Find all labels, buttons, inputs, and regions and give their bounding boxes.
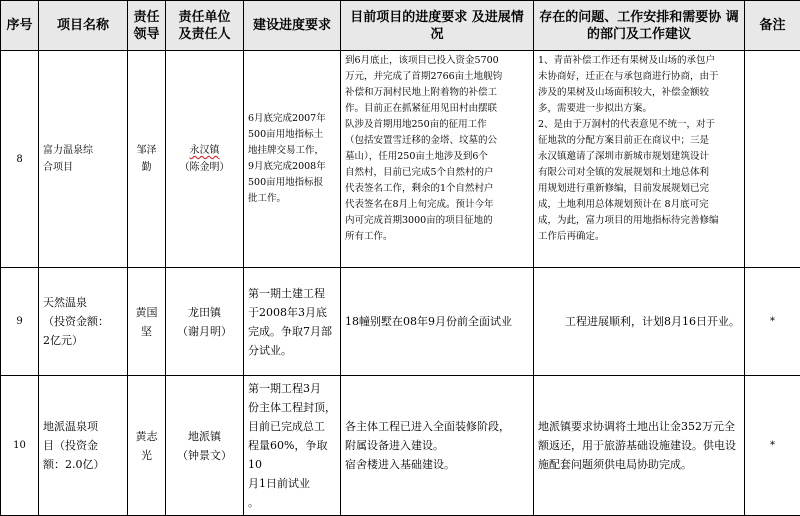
table-row: [1, 268, 800, 376]
header-remark: 备注: [745, 1, 800, 51]
row-remark: *: [745, 268, 800, 376]
row-issues: 工程进展顺利，计划8月16日开业。: [534, 268, 745, 376]
header-leader: 责任 领导: [128, 1, 166, 51]
row-unit: [166, 268, 244, 376]
row-requirement: 6月底完成2007年 500亩用地指标土 地挂牌交易工作， 9月底完成2008年 500亩用地指标报 批工作。: [244, 51, 341, 268]
row-remark: [745, 51, 800, 268]
row-project-name: 天然温泉 （投资金额： 2亿元）: [39, 268, 128, 376]
row-seq: 8: [1, 51, 39, 268]
row-requirement: 第一期土建工程 于2008年3月底 完成。争取7月部 分试业。: [244, 268, 341, 376]
row-unit: [166, 51, 244, 268]
row-seq: 9: [1, 268, 39, 376]
row-unit-person: （陈金明）: [180, 162, 230, 173]
header-row: [1, 1, 800, 51]
row-unit-town: 地派镇: [188, 430, 221, 443]
header-seq: 序号: [1, 1, 39, 51]
row-unit-person: （钟景文）: [177, 449, 232, 462]
header-unit: 责任单位 及责任人: [166, 1, 244, 51]
row-project-name: 地派温泉项 目（投资金 额：2.0亿）: [39, 376, 128, 516]
table-row: [1, 376, 800, 516]
row-project-name: 富力温泉综 合项目: [39, 51, 128, 268]
header-name: 项目名称: [39, 1, 128, 51]
row-unit-town: 永汉镇: [190, 145, 220, 156]
row-unit-person: （谢月明）: [177, 325, 232, 338]
header-issues: 存在的问题、工作安排和需要协 调的部门及工作建议: [534, 1, 745, 51]
header-req: 建设进度要求: [244, 1, 341, 51]
row-leader: 黄志 光: [128, 376, 166, 516]
row-unit-town: 龙田镇: [188, 306, 221, 319]
row-leader: 邹泽 勤: [128, 51, 166, 268]
row-progress: 各主体工程已进入全面装修阶段， 附属设备进入建设。 宿舍楼进入基础建设。: [341, 376, 534, 516]
row-issues: 地派镇要求协调将土地出让金352万元全 额返还，用于旅游基础设施建设。供电设 施配套问题须供电局协助完成。: [534, 376, 745, 516]
header-progress: 目前项目的进度要求 及进展情况: [341, 1, 534, 51]
row-requirement: 第一期工程3月 份主体工程封顶， 目前已完成总工 程量60%，争取10 月1日前试业 。: [244, 376, 341, 516]
row-leader: 黄国 坚: [128, 268, 166, 376]
row-remark: *: [745, 376, 800, 516]
row-progress: 18幢别墅在08年9月份前全面试业: [341, 268, 534, 376]
row-unit: [166, 376, 244, 516]
row-seq: 10: [1, 376, 39, 516]
row-progress: 到6月底止，该项目已投入资金5700 万元，并完成了首期2766亩土地舰钧 补偿和万洞村民地上附着物的补偿工 作。目前正在抓紧征用见田村由摆联 队涉及首期用地250亩的征用工作 （包括安置雪迁移的金塔、坟墓的公 墓山），任用250亩土地涉及到6个 自然村，目前已完成5个自然村的户 代表签名工作，剩余的1个自然村户 代表签名在8月上旬完成。预计今年 内可完成首期3000亩的项目征地的 所有工作。: [341, 51, 534, 268]
row-issues: 1、青苗补偿工作还有果树及山场的承包户 未协商好，迁正在与承包商进行协商，由于 涉及的果树及山场面积较大，补偿金额较 多，需要进一步拟出方案。 2、是由于万洞村的代表意见不统一，对于 征地款的分配方案目前正在商议中；三是 永汉镇邀请了深圳市新城市规划建筑设计 有限公司对全镇的发展规划和土地总体利 用规划进行重新修编，目前发展规划已完 成，土地利用总体规划预计在 8月底可完 成，为此，富力项目的用地指标待完善修编 工作后再确定。: [534, 51, 745, 268]
table-row: [1, 51, 800, 268]
